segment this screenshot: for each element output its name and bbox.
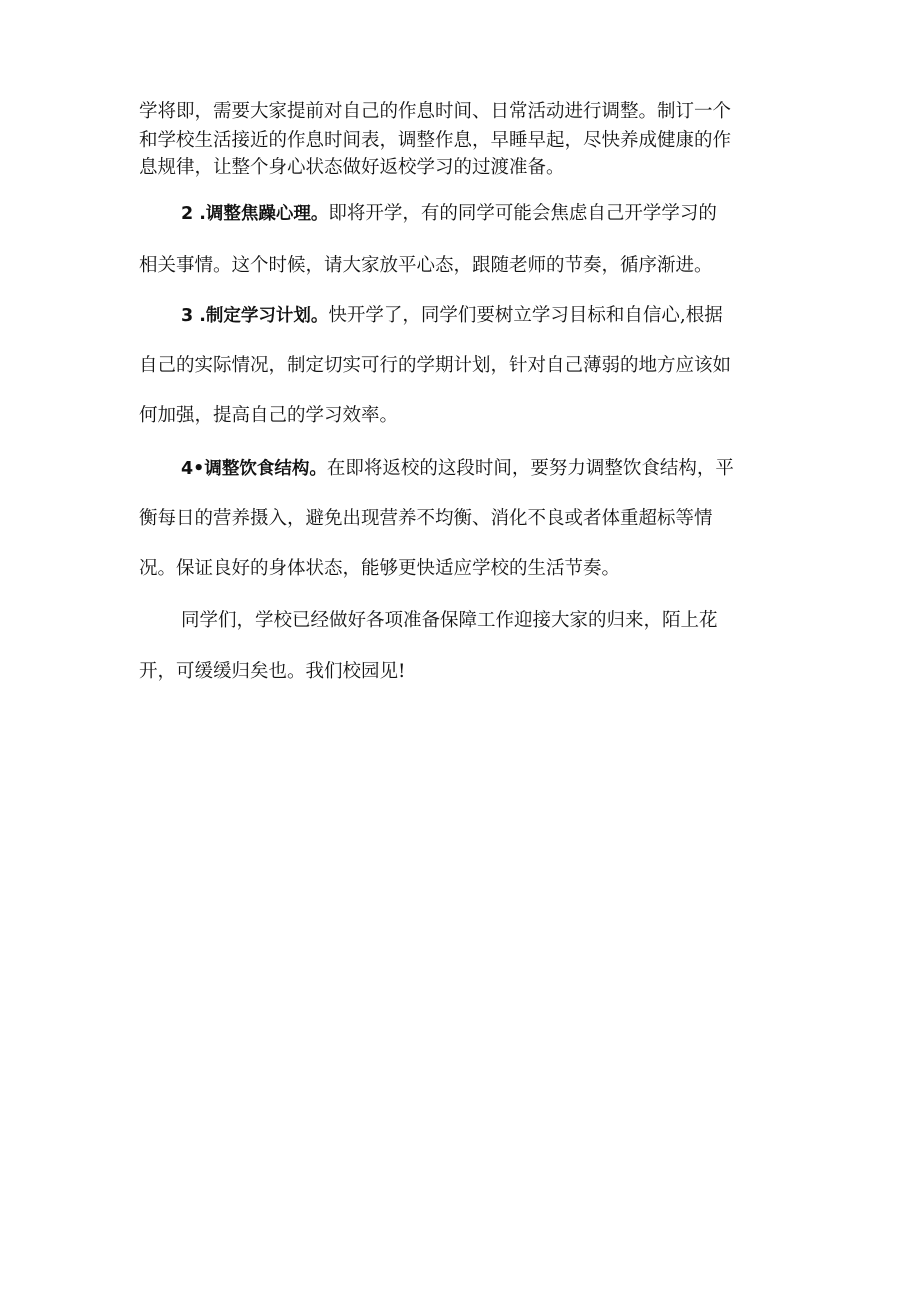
- paragraph-4-line-3: 况。保证良好的身体状态，能够更快适应学校的生活节奏。: [139, 558, 621, 579]
- paragraph-4-line-1: [181, 457, 734, 481]
- paragraph-2-line-1-text: 即将开学，有的同学可能会焦虑自己开学学习的: [328, 203, 717, 224]
- paragraph-2-line-1: [181, 202, 717, 226]
- paragraph-1-line-3: 息规律，让整个身心状态做好返校学习的过渡准备。: [139, 157, 565, 178]
- paragraph-5-line-1: 同学们，学校已经做好各项准备保障工作迎接大家的归来，陌上花: [181, 610, 718, 631]
- paragraph-1-line-2: 和学校生活接近的作息时间表，调整作息，早睡早起，尽快养成健康的作: [139, 130, 732, 151]
- paragraph-1-line-1: 学将即，需要大家提前对自己的作息时间、日常活动进行调整。制订一个: [139, 101, 732, 122]
- paragraph-5-line-2: 开，可缓缓归矣也。我们校园见!: [139, 661, 406, 682]
- paragraph-3-heading: 3 .制定学习计划。: [181, 306, 329, 326]
- paragraph-2-line-2: 相关事情。这个时候，请大家放平心态，跟随老师的节奏，循序渐进。: [139, 255, 713, 276]
- paragraph-3-line-2: 自己的实际情况，制定切实可行的学期计划，针对自己薄弱的地方应该如: [139, 355, 732, 376]
- paragraph-4-line-2: 衡每日的营养摄入，避免出现营养不均衡、消化不良或者体重超标等情: [139, 508, 713, 529]
- paragraph-2-heading: 2 .调整焦躁心理。: [181, 204, 329, 224]
- paragraph-4-heading: 4•调整饮食结构。: [181, 459, 327, 479]
- paragraph-4-line-1-text: 在即将返校的这段时间，要努力调整饮食结构，平: [326, 458, 734, 479]
- paragraph-3-line-3: 何加强，提高自己的学习效率。: [139, 405, 399, 426]
- paragraph-3-line-1: [181, 304, 723, 328]
- paragraph-3-line-1-text: 快开学了，同学们要树立学习目标和自信心,根据: [328, 305, 723, 326]
